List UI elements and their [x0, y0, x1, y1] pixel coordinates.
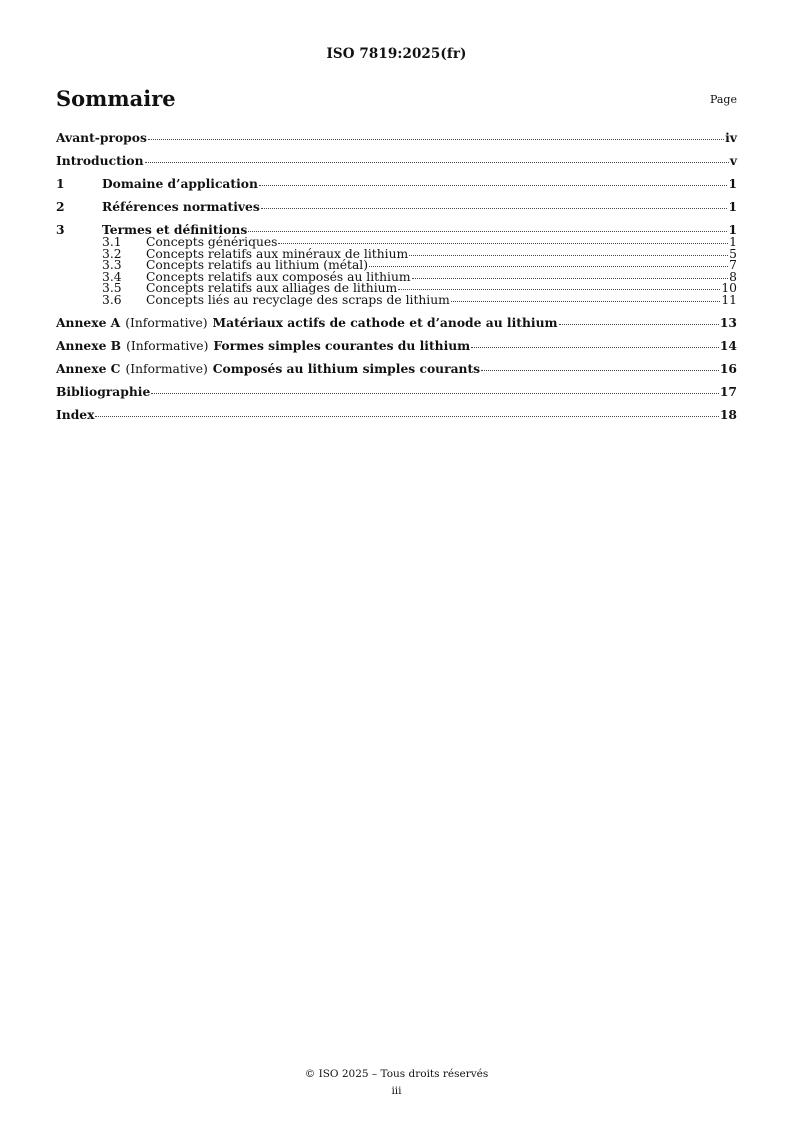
- toc-entry-page: 16: [719, 360, 737, 376]
- annex-type: (Informative): [125, 315, 208, 330]
- toc-entry-number: 3.3: [102, 258, 122, 273]
- annex-type: (Informative): [126, 338, 209, 353]
- toc-entry-number: 2: [56, 199, 65, 214]
- toc-entry-introduction[interactable]: [56, 153, 737, 168]
- toc-entry-label: Concepts génériques: [146, 235, 278, 249]
- annex-letter: Annexe C: [56, 360, 121, 376]
- dot-leader: [471, 347, 719, 348]
- dot-leader: [248, 231, 727, 232]
- document-identifier: ISO 7819:2025(fr): [326, 46, 467, 62]
- toc-entry-label: Références normatives: [102, 199, 260, 214]
- dot-leader: [369, 266, 728, 267]
- dot-leader: [451, 301, 721, 302]
- annex-letter: Annexe A: [56, 314, 121, 330]
- toc-title: Sommaire: [56, 86, 176, 111]
- toc-entry-number: 3.4: [102, 269, 122, 284]
- copyright-notice: © ISO 2025 – Tous droits réservés: [304, 1068, 489, 1080]
- toc-entry-section-1[interactable]: [56, 176, 737, 191]
- toc-entry-page: 1: [728, 199, 737, 214]
- toc-entry-page: 1: [728, 222, 737, 237]
- toc-entry-label: Concepts relatifs aux minéraux de lithium: [146, 246, 409, 261]
- toc-entry-subsection-3-6[interactable]: [56, 292, 737, 307]
- dot-leader: [278, 243, 728, 244]
- toc-entry-page: iv: [725, 130, 737, 145]
- toc-entry-number: 3: [56, 222, 65, 237]
- toc-entry-page: 10: [721, 281, 737, 296]
- toc-entry-annex-c[interactable]: [56, 361, 737, 376]
- toc-entry-bibliography[interactable]: [56, 384, 737, 399]
- toc-entry-foreword[interactable]: [56, 130, 737, 145]
- toc-entry-number: 3.5: [102, 281, 122, 296]
- annex-letter: Annexe B: [56, 337, 122, 353]
- toc-entry-label: Concepts liés au recyclage des scraps de lithium: [146, 292, 450, 307]
- toc-entry-label: Index: [56, 406, 95, 422]
- dot-leader: [559, 324, 719, 325]
- dot-leader: [259, 185, 728, 186]
- dot-leader: [145, 162, 729, 163]
- dot-leader: [261, 208, 728, 209]
- toc-entry-number: 3.6: [102, 292, 122, 307]
- toc-entry-section-2[interactable]: [56, 199, 737, 214]
- toc-entry-page: 17: [719, 383, 737, 399]
- dot-leader: [151, 393, 719, 394]
- toc-entry-index[interactable]: [56, 407, 737, 422]
- toc-entry-page: 8: [729, 269, 737, 284]
- annex-type: (Informative): [125, 361, 208, 376]
- dot-leader: [95, 416, 718, 417]
- toc-entry-page: 5: [729, 246, 737, 261]
- toc-entry-number: 3.2: [102, 246, 122, 261]
- toc-entry-page: 7: [729, 258, 737, 273]
- dot-leader: [398, 289, 720, 290]
- toc-entry-label: Concepts relatifs au lithium (métal): [146, 258, 369, 273]
- toc-entry-page: v: [729, 153, 737, 168]
- toc-entry-number: 3.1: [102, 235, 122, 249]
- toc-entry-page: 18: [719, 406, 737, 422]
- toc-heading: [56, 86, 737, 116]
- dot-leader: [481, 370, 719, 371]
- toc-entry-label: Avant-propos: [56, 130, 147, 145]
- annex-title: Matériaux actifs de cathode et d’anode au lithium: [212, 314, 558, 330]
- toc-entry-label: Bibliographie: [56, 383, 151, 399]
- toc-page-column-label: Page: [709, 93, 737, 106]
- toc-entry-label: Concepts relatifs aux composés au lithium: [146, 269, 411, 284]
- page-number: iii: [391, 1085, 402, 1097]
- annex-title: Formes simples courantes du lithium: [213, 337, 471, 353]
- toc-entry-page: 13: [719, 314, 737, 330]
- toc-entry-annex-b[interactable]: [56, 338, 737, 353]
- toc-entry-label: Domaine d’application: [102, 176, 258, 191]
- toc-entry-label: Termes et définitions: [102, 222, 248, 237]
- toc-entry-label: Concepts relatifs aux alliages de lithium: [146, 281, 398, 296]
- toc-entry-page: 14: [719, 337, 737, 353]
- dot-leader: [409, 255, 728, 256]
- toc-entry-page: 1: [729, 235, 737, 249]
- toc-entry-page: 11: [721, 292, 737, 307]
- dot-leader: [148, 139, 724, 140]
- toc-entry-label: Introduction: [56, 153, 144, 168]
- toc-entry-page: 1: [728, 176, 737, 191]
- dot-leader: [412, 278, 729, 279]
- toc-entry-annex-a[interactable]: [56, 315, 737, 330]
- annex-title: Composés au lithium simples courants: [212, 360, 481, 376]
- toc-entry-number: 1: [56, 176, 65, 191]
- table-of-contents: [56, 130, 737, 430]
